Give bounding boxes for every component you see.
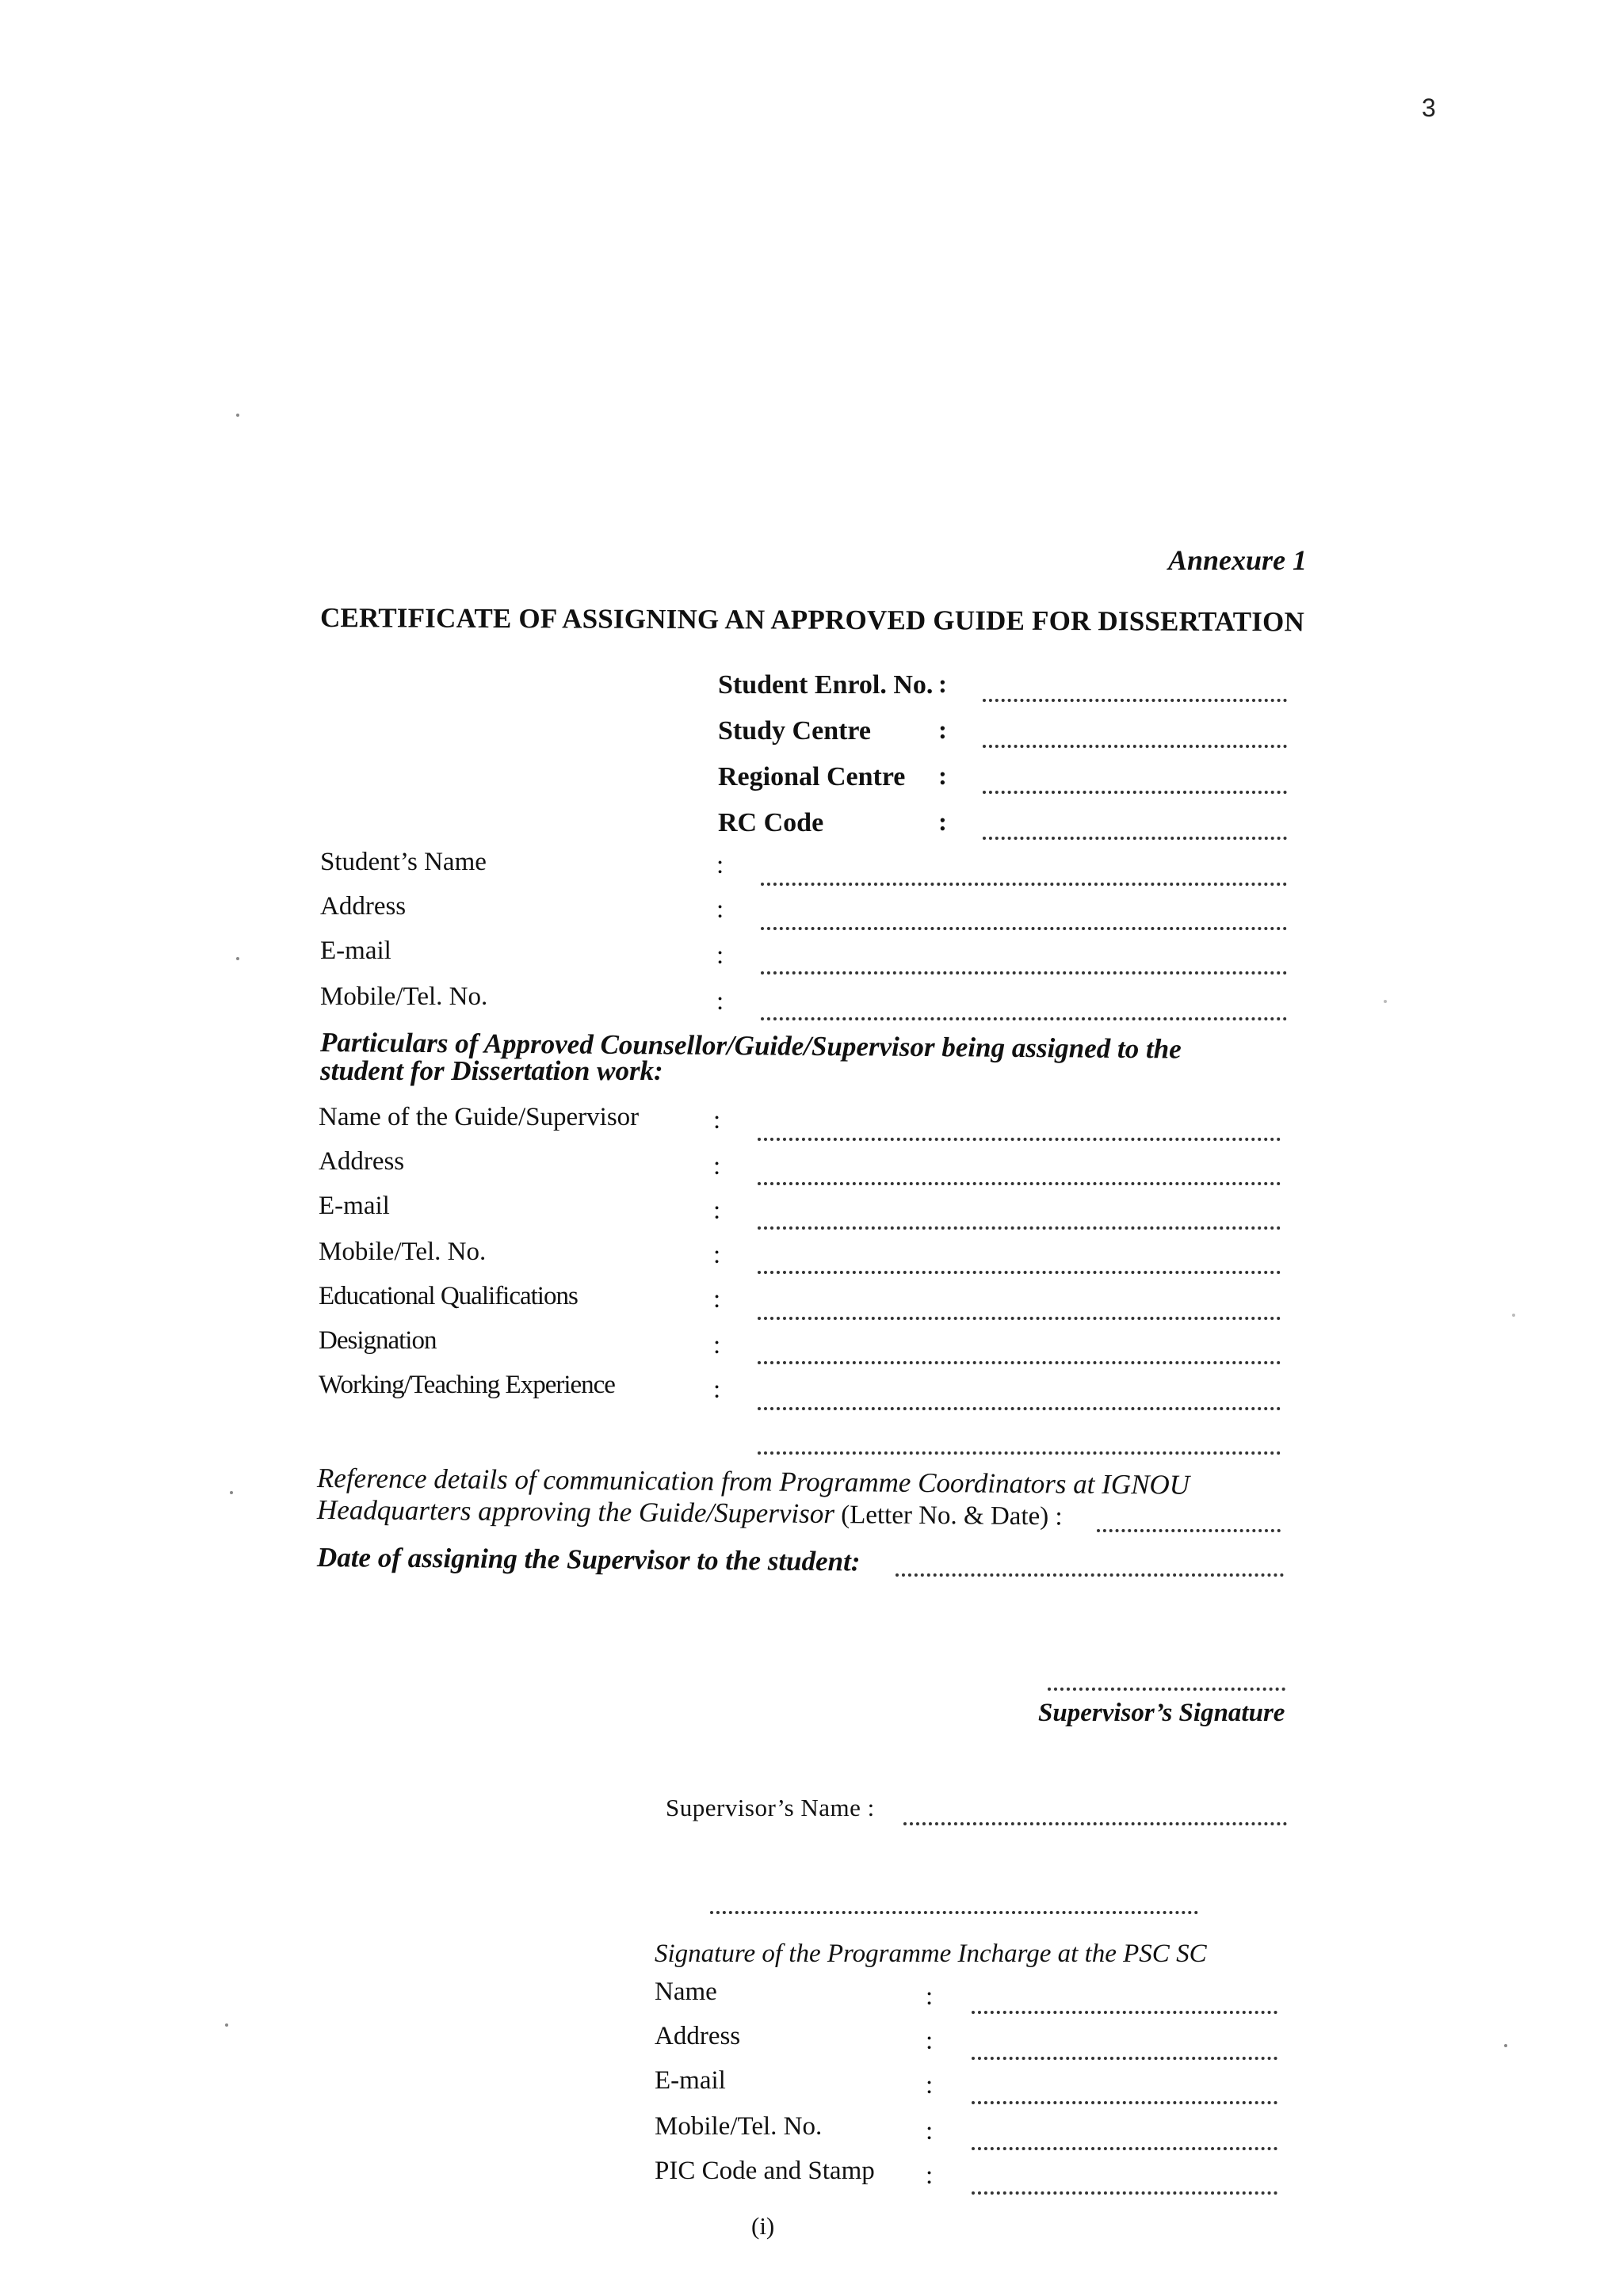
field-blank-guide-address[interactable]	[758, 1182, 1281, 1185]
field-blank-rc-code[interactable]	[983, 837, 1287, 840]
field-blank-incharge-pic-code[interactable]	[972, 2191, 1277, 2195]
field-label-student-email: E-mail	[320, 936, 391, 965]
field-colon: :	[713, 1285, 721, 1314]
field-blank-student-name[interactable]	[761, 883, 1287, 886]
field-label-rc-code: RC Code	[718, 808, 824, 837]
field-colon: :	[926, 1982, 934, 2011]
field-label-guide-designation: Designation	[319, 1326, 437, 1355]
field-label-guide-mobile: Mobile/Tel. No.	[319, 1238, 487, 1266]
field-colon: :	[926, 2161, 934, 2190]
scan-speck	[1512, 1314, 1515, 1317]
field-blank-incharge-email[interactable]	[972, 2101, 1277, 2104]
field-colon: :	[713, 1241, 721, 1269]
reference-line1: Reference details of communication from Programme Coordinators at IGNOU	[316, 1463, 1190, 1501]
field-label-regional-centre: Regional Centre	[718, 762, 906, 791]
field-colon: :	[716, 895, 724, 924]
field-blank-incharge-mobile[interactable]	[972, 2147, 1277, 2150]
field-blank-reference[interactable]	[1097, 1529, 1281, 1532]
field-blank-guide-experience[interactable]	[758, 1407, 1281, 1410]
field-blank-enrolment[interactable]	[983, 699, 1287, 702]
field-blank-guide-mobile[interactable]	[758, 1271, 1281, 1274]
field-blank-student-mobile[interactable]	[761, 1017, 1287, 1020]
field-blank-incharge-name[interactable]	[972, 2011, 1277, 2014]
scan-speck	[230, 1491, 233, 1494]
field-blank-student-address[interactable]	[761, 927, 1287, 930]
field-colon: :	[713, 1331, 721, 1360]
field-colon: :	[926, 2117, 934, 2145]
reference-line2	[317, 1494, 1063, 1531]
particulars-heading-line1: Particulars of Approved Counsellor/Guide/Supervisor being assigned to the	[319, 1027, 1182, 1065]
field-label-guide-address: Address	[319, 1147, 405, 1176]
field-colon: :	[716, 987, 724, 1016]
supervisor-name-label: Supervisor’s Name :	[666, 1794, 875, 1821]
scan-speck	[1384, 1000, 1387, 1003]
field-label-guide-name: Name of the Guide/Supervisor	[319, 1103, 640, 1131]
reference-line2-plain: (Letter No. & Date) :	[834, 1501, 1063, 1531]
reference-line2-italic: Headquarters approving the Guide/Supervisor	[316, 1494, 835, 1530]
scan-speck	[236, 414, 239, 417]
field-label-incharge-email: E-mail	[655, 2066, 726, 2095]
scan-speck	[236, 957, 239, 960]
field-colon: :	[713, 1152, 721, 1180]
field-colon: :	[713, 1375, 721, 1404]
field-label-student-mobile: Mobile/Tel. No.	[320, 982, 488, 1011]
field-label-incharge-mobile: Mobile/Tel. No.	[655, 2112, 823, 2141]
field-colon: :	[938, 670, 947, 699]
field-label-guide-email: E-mail	[319, 1192, 390, 1220]
field-colon: :	[716, 941, 724, 970]
field-blank-incharge-address[interactable]	[972, 2057, 1277, 2060]
field-colon: :	[938, 762, 947, 791]
field-blank-guide-experience-extra[interactable]	[758, 1451, 1281, 1455]
page-number: 3	[1422, 93, 1436, 122]
programme-incharge-signature-line[interactable]	[710, 1911, 1198, 1914]
field-label-student-name: Student’s Name	[320, 848, 487, 876]
annexure-label: Annexure 1	[1168, 544, 1308, 576]
supervisor-signature-label: Supervisor’s Signature	[1038, 1699, 1285, 1727]
field-blank-supervisor-name[interactable]	[903, 1822, 1287, 1825]
field-colon: :	[938, 716, 947, 745]
field-label-study-centre: Study Centre	[718, 716, 871, 746]
scan-speck	[225, 2023, 228, 2027]
field-colon: :	[926, 2027, 934, 2055]
field-colon: :	[938, 808, 947, 837]
field-label-incharge-pic-code: PIC Code and Stamp	[655, 2157, 875, 2185]
field-label-guide-qualifications: Educational Qualifications	[319, 1282, 578, 1310]
field-label-enrolment: Student Enrol. No.	[718, 670, 934, 700]
programme-incharge-signature-label: Signature of the Programme Incharge at the PSC SC	[655, 1939, 1207, 1968]
field-colon: :	[713, 1196, 721, 1225]
scan-speck	[1504, 2044, 1507, 2047]
field-blank-regional-centre[interactable]	[983, 791, 1287, 794]
field-blank-guide-email[interactable]	[758, 1226, 1281, 1230]
field-blank-guide-qualifications[interactable]	[758, 1317, 1281, 1320]
field-colon: :	[713, 1106, 721, 1135]
field-blank-guide-designation[interactable]	[758, 1361, 1281, 1364]
field-colon: :	[716, 851, 724, 879]
particulars-heading-line2: student for Dissertation work:	[320, 1055, 663, 1086]
field-label-guide-experience: Working/Teaching Experience	[319, 1371, 615, 1399]
field-blank-study-centre[interactable]	[983, 745, 1287, 748]
field-label-incharge-address: Address	[655, 2022, 741, 2050]
supervisor-signature-line[interactable]	[1048, 1688, 1285, 1691]
field-blank-student-email[interactable]	[761, 971, 1287, 974]
field-blank-date-assigning[interactable]	[896, 1573, 1284, 1577]
field-label-incharge-name: Name	[655, 1978, 717, 2006]
field-blank-guide-name[interactable]	[758, 1138, 1281, 1141]
field-colon: :	[926, 2071, 934, 2100]
date-assigning-label: Date of assigning the Supervisor to the student:	[316, 1542, 861, 1577]
field-label-student-address: Address	[320, 892, 407, 921]
document-title: CERTIFICATE OF ASSIGNING AN APPROVED GUIDE FOR DISSERTATION	[319, 602, 1305, 638]
footer-page-number: (i)	[751, 2212, 775, 2240]
